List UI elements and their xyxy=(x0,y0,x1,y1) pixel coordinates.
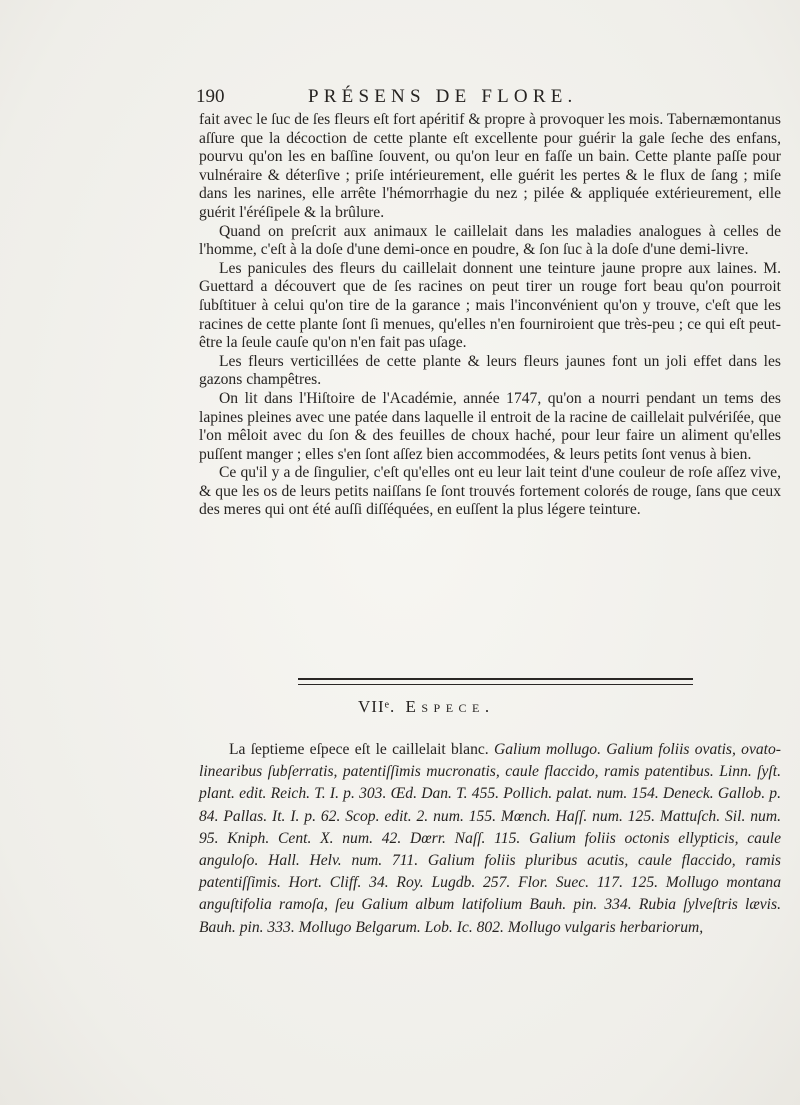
section-heading xyxy=(358,696,495,718)
paragraph: Ce qu'il y a de ſingulier, c'eſt qu'elles ont eu leur lait teint d'une couleur de roſe aſſez vive, & que les os de leurs petits naiſſans ſe ſont trouvés fortement colorés de rouge, ſans que ceux des meres qui ont été auſſi diſſéquées, en euſſent la plus légere teinture. xyxy=(199,464,781,519)
section-divider-thin xyxy=(298,684,693,685)
species-description xyxy=(199,739,781,939)
paragraph: Les fleurs verticillées de cette plante & leurs fleurs jaunes font un joli effet dans les gazons champêtres. xyxy=(199,352,781,389)
page-header xyxy=(196,84,630,110)
section-divider-thick xyxy=(298,678,693,680)
paragraph: Les panicules des fleurs du caillelait donnent une teinture jaune propre aux laines. M. Guettard a découvert que de ſes racines on peut tirer un rouge fort beau qu'on pourroit ſubſtituer à celui qu'on tire de la garance ; mais l'inconvénient qu'on y trouve, c'eſt que les racines de cette plante ſont ſi menues, qu'elles n'en fourniroient que très-peu ; ce qui eſt peut-être la ſeule cauſe qu'on n'en fait pas uſage. xyxy=(199,259,781,352)
species-paragraph xyxy=(199,739,781,939)
body-text xyxy=(199,111,781,520)
running-head: PRÉSENS DE FLORE. xyxy=(308,86,578,107)
paragraph: Quand on preſcrit aux animaux le caillelait dans les maladies analogues à celles de l'homme, c'eſt à la doſe d'une demi-once en poudre, & ſon ſuc à la doſe d'une demi-livre. xyxy=(199,222,781,259)
paragraph: fait avec le ſuc de ſes fleurs eſt fort apéritif & propre à provoquer les mois. Tabernæmontanus aſſure que la décoction de cette plante eſt excellente pour guérir la gale ſeche des enfans, pourvu qu'on les en baſſine ſouvent, ou qu'on leur en faſſe un bain. Cette plante paſſe pour vulnéraire & déterſive ; priſe intérieurement, elle guérit les pertes & le flux de ſang ; miſe dans les narines, elle arrête l'hémorrhagie du nez ; pilée & appliquée extérieurement, elle guérit l'éréſipele & la brûlure. xyxy=(199,111,781,221)
page-number: 190 xyxy=(196,86,225,107)
species-synonymy: Galium mollugo. Galium foliis ovatis, ovato-linearibus ſubſerratis, patentiſſimis mucronatis, caule flaccido, ramis patentibus. Linn. ſyſt. plant. edit. Reich. T. I. p. 303. Œd. Dan. T. 455. Pollich. palat. num. 154. Deneck. Gallob. p. 84. Pallas. It. I. p. 62. Scop. edit. 2. num. 155. Mœnch. Haſſ. num. 125. Mattuſch. Sil. num. 95. Kniph. Cent. X. num. 42. Dœrr. Naſſ. 115. Galium foliis octonis ellypticis, caule anguloſo. Hall. Helv. num. 711. Galium foliis pluribus acutis, caule flaccido, ramis patentiſſimis. Hort. Cliff. 34. Roy. Lugdb. 257. Flor. Suec. 117. 125. Mollugo montana anguſtifolia ramoſa, ſeu Galium album latifolium Bauh. pin. 334. Rubia ſylveſtris lævis. Bauh. pin. 333. Mollugo Belgarum. Lob. Ic. 802. Mollugo vulgaris herbariorum, xyxy=(199,741,781,936)
section-ordinal: VIIᵉ. xyxy=(358,697,396,716)
species-lead: La ſeptieme eſpece eſt le caillelait blanc. xyxy=(229,741,489,758)
section-title: Espece. xyxy=(405,697,495,716)
paragraph: On lit dans l'Hiſtoire de l'Académie, année 1747, qu'on a nourri pendant un tems des lapines pleines avec une patée dans laquelle il entroit de la racine de caillelait pulvériſée, que l'on mêloit avec du ſon & des feuilles de choux haché, pour leur faire un aliment qu'elles puſſent manger ; elles s'en ſont aſſez bien accommodées, & leurs petits ſont venus à bien. xyxy=(199,389,781,463)
